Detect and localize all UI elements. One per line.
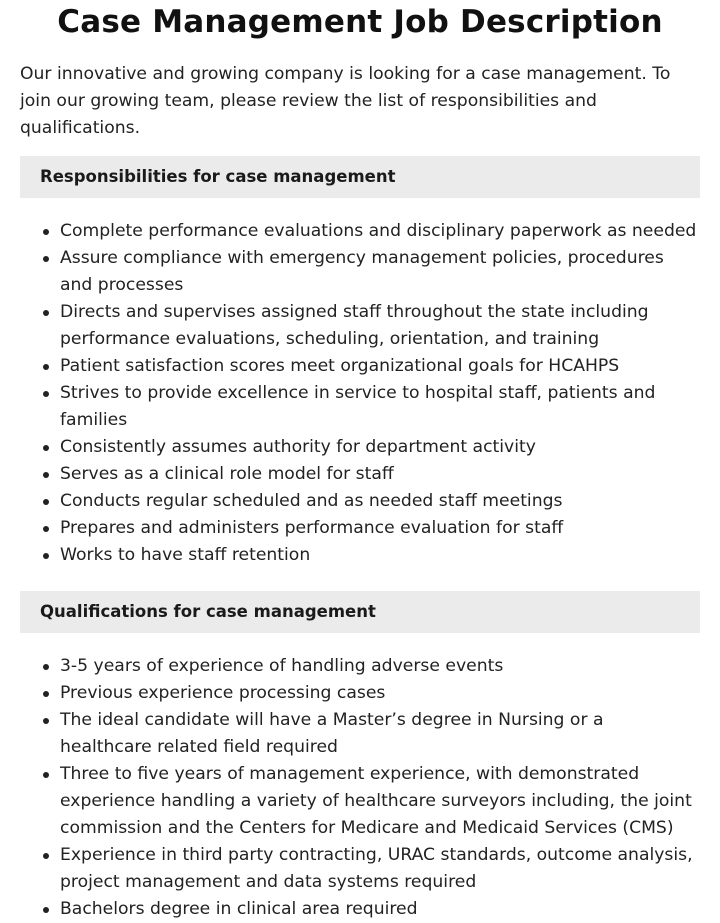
list-item bbox=[60, 353, 700, 380]
list-item-text: The ideal candidate will have a Master’s degree in Nursing or a healthcare related field required bbox=[60, 710, 604, 757]
list-item bbox=[60, 245, 700, 299]
list-item-text: Prepares and administers performance evaluation for staff bbox=[60, 518, 564, 538]
bullet-icon bbox=[43, 553, 49, 559]
list-item bbox=[60, 842, 700, 896]
bullet-icon bbox=[43, 310, 49, 316]
page-title: Case Management Job Description bbox=[57, 4, 663, 40]
bullet-icon bbox=[43, 445, 49, 451]
list-item bbox=[60, 434, 700, 461]
responsibilities-list bbox=[20, 218, 700, 569]
list-item-text: 3-5 years of experience of handling adverse events bbox=[60, 656, 504, 676]
list-item-text: Complete performance evaluations and disciplinary paperwork as needed bbox=[60, 221, 697, 241]
responsibilities-heading: Responsibilities for case management bbox=[20, 156, 700, 198]
list-item bbox=[60, 653, 700, 680]
bullet-icon bbox=[43, 526, 49, 532]
qualifications-heading: Qualifications for case management bbox=[20, 591, 700, 633]
bullet-icon bbox=[43, 256, 49, 262]
list-item-text: Experience in third party contracting, URAC standards, outcome analysis, project management and data systems required bbox=[60, 845, 693, 892]
list-item bbox=[60, 707, 700, 761]
list-item bbox=[60, 542, 700, 569]
bullet-icon bbox=[43, 718, 49, 724]
list-item bbox=[60, 761, 700, 842]
list-item-text: Consistently assumes authority for department activity bbox=[60, 437, 536, 457]
list-item-text: Directs and supervises assigned staff throughout the state including performance evaluations, scheduling, orientation, and training bbox=[60, 302, 649, 349]
list-item bbox=[60, 299, 700, 353]
list-item bbox=[60, 515, 700, 542]
bullet-icon bbox=[43, 499, 49, 505]
bullet-icon bbox=[43, 391, 49, 397]
bullet-icon bbox=[43, 853, 49, 859]
list-item bbox=[60, 680, 700, 707]
list-item-text: Bachelors degree in clinical area required bbox=[60, 899, 418, 919]
intro-paragraph: Our innovative and growing company is looking for a case management. To join our growing team, please review the list of responsibilities and qualifications. bbox=[20, 64, 671, 138]
bullet-icon bbox=[43, 229, 49, 235]
bullet-icon bbox=[43, 472, 49, 478]
bullet-icon bbox=[43, 907, 49, 913]
list-item-text: Previous experience processing cases bbox=[60, 683, 386, 703]
list-item bbox=[60, 488, 700, 515]
list-item bbox=[60, 380, 700, 434]
list-item-text: Strives to provide excellence in service to hospital staff, patients and families bbox=[60, 383, 656, 430]
list-item-text: Serves as a clinical role model for staff bbox=[60, 464, 394, 484]
list-item-text: Patient satisfaction scores meet organizational goals for HCAHPS bbox=[60, 356, 620, 376]
bullet-icon bbox=[43, 691, 49, 697]
bullet-icon bbox=[43, 364, 49, 370]
list-item-text: Assure compliance with emergency management policies, procedures and processes bbox=[60, 248, 664, 295]
list-item-text: Conducts regular scheduled and as needed staff meetings bbox=[60, 491, 563, 511]
list-item bbox=[60, 896, 700, 923]
list-item bbox=[60, 461, 700, 488]
bullet-icon bbox=[43, 772, 49, 778]
qualifications-list bbox=[20, 653, 700, 923]
list-item-text: Works to have staff retention bbox=[60, 545, 311, 565]
list-item-text: Three to five years of management experience, with demonstrated experience handling a variety of healthcare surveyors including, the joint commission and the Centers for Medicare and Medicaid Services (CMS) bbox=[60, 764, 692, 838]
bullet-icon bbox=[43, 664, 49, 670]
list-item bbox=[60, 218, 700, 245]
